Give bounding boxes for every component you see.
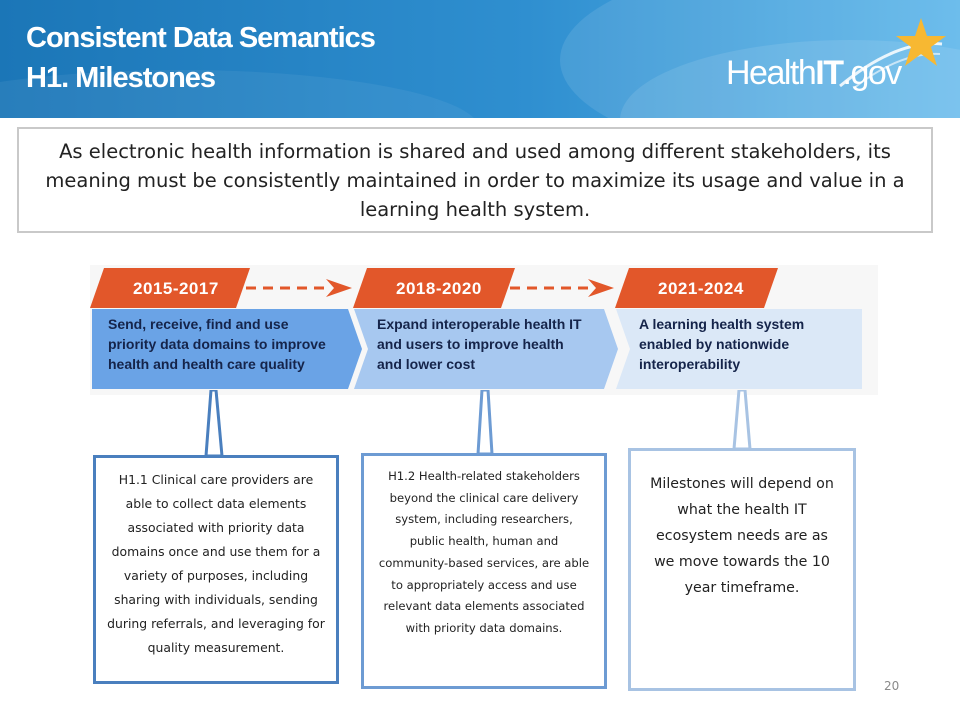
phase-3-line-1: A learning health system <box>639 316 805 332</box>
phase-3-line-3: interoperability <box>639 356 741 372</box>
arrow-head-2 <box>588 279 614 297</box>
phase-1-line-2: priority data domains to improve <box>108 336 326 352</box>
stem-1 <box>206 390 222 456</box>
callout-future-milestones <box>628 448 856 691</box>
year-label-3: 2021-2024 <box>658 279 744 298</box>
intro-text: As electronic health information is shared and used among different stakeholders, its meaning must be consistently maintained in order to maximize its usage and value in a learning health system. <box>45 139 905 221</box>
phase-2-line-3: and lower cost <box>377 356 476 372</box>
healthit-logo <box>726 40 946 110</box>
callout-h1-1 <box>93 455 339 684</box>
phase-1-line-1: Send, receive, find and use <box>108 316 289 332</box>
phase-1-line-3: health and health care quality <box>108 356 305 372</box>
year-label-2: 2018-2020 <box>396 279 482 298</box>
stem-2 <box>478 390 492 454</box>
phase-2-line-1: Expand interoperable health IT <box>377 316 582 332</box>
logo-wordmark <box>726 54 901 93</box>
phase-3-line-2: enabled by nationwide <box>639 336 790 352</box>
page-number: 20 <box>884 679 900 693</box>
slide-header <box>0 0 960 118</box>
title-line-1: Consistent Data Semantics <box>26 22 375 54</box>
stem-3 <box>734 390 750 449</box>
star-icon <box>894 16 948 70</box>
callout-future-text: Milestones will depend on what the health IT ecosystem needs are as we move towards the 10 year timeframe. <box>650 476 834 596</box>
logo-it: IT <box>815 54 843 92</box>
callout-h1-2 <box>361 453 607 689</box>
phase-text-1 <box>108 314 326 374</box>
logo-health: Health <box>726 54 816 92</box>
phase-2-line-2: and users to improve health <box>377 336 564 352</box>
year-label-1: 2015-2017 <box>133 279 219 298</box>
title-line-2: H1. Milestones <box>26 62 216 94</box>
logo-gov: .gov <box>842 54 901 92</box>
phase-text-3 <box>639 314 804 374</box>
arrow-head-1 <box>326 279 352 297</box>
intro-box <box>17 127 933 233</box>
phase-text-2 <box>377 314 582 374</box>
slide-title <box>26 18 375 98</box>
callout-h1-2-text: H1.2 Health-related stakeholders beyond the clinical care delivery system, including researchers, public health, human and community-based services, are able to appropriately access and use relevant data elements associated with priority data domains. <box>378 469 590 635</box>
callout-h1-1-text: H1.1 Clinical care providers are able to collect data elements associated with priority data domains once and use them for a variety of purposes, including sharing with individuals, sending during referrals, and leveraging for quality measurement. <box>107 472 325 655</box>
